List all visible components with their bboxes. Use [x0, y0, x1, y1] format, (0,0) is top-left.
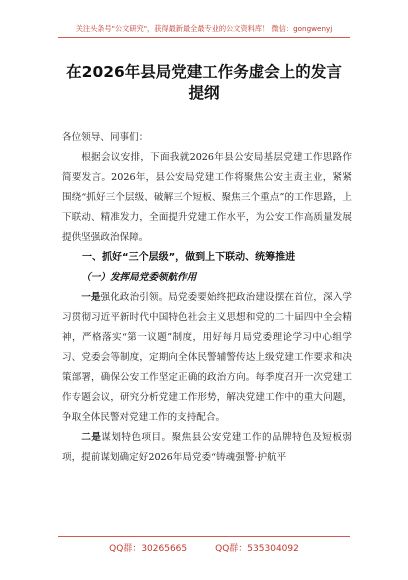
- section-1-heading: 一、抓好“三个层级”，做到上下联动、统筹推进: [82, 252, 296, 263]
- title-line-1: 在2026年县局党建工作务虚会上的发言: [66, 63, 342, 81]
- header-promo-note: 关注头条号"公文研究"，获得最新最全最专业的公文资料库！ 微信：gongwenyj: [75, 24, 333, 33]
- intro-paragraph: 根据会议安排，下面我就2026年县公安局基层党建工作思路作简要发言。2026年，县公安局党建工作将聚焦公安主责主业，紧紧围绕“抓好三个层级、破解三个短板、聚焦三个重点”的工作思路，上下联动、精准发力，全面提升党建工作水平，为公安工作高质量发展提供坚强政治保障。: [62, 152, 352, 243]
- paragraph-2: [62, 428, 352, 468]
- footer-contacts: [0, 541, 408, 554]
- subsection-1-heading: （一）发挥局党委领航作用: [81, 272, 197, 283]
- paragraph-1-text: 强化政治引领。局党委要始终把政治建设摆在首位，深入学习贯彻习近平新时代中国特色社会主义思想和党的二十届四中全会精神，严格落实“第一议题”制度，用好每月局党委理论学习中心组学习、党委会等制度，定期向全体民警辅警传达上级党建工作要求和决策部署，确保公安工作坚定正确的政治方向。每季度召开一次党建工作专题会议，研究分析党建工作形势，解决党建工作中的重大问题，争取全体民警对党建工作的支持配合。: [62, 292, 353, 423]
- document-body: [62, 128, 352, 468]
- document-title: [40, 62, 368, 104]
- footer-qq-group-2: QQ群：535304092: [215, 544, 299, 554]
- footer-divider: [58, 536, 350, 537]
- title-line-2: 提纲: [188, 84, 220, 102]
- paragraph-1-lead: 一是: [81, 292, 101, 303]
- header-divider: [58, 37, 350, 38]
- paragraph-2-lead: 二是: [81, 432, 102, 443]
- paragraph-1: [62, 288, 352, 428]
- footer-qq-group-1: QQ群：30265665: [109, 544, 188, 554]
- salutation: 各位领导、同事们：: [62, 132, 149, 143]
- paragraph-2-text: 谋划特色项目。聚焦县公安党建工作的品牌特色及短板弱项，提前谋划确定好2026年局党委“铸魂强警·护航平: [62, 432, 352, 463]
